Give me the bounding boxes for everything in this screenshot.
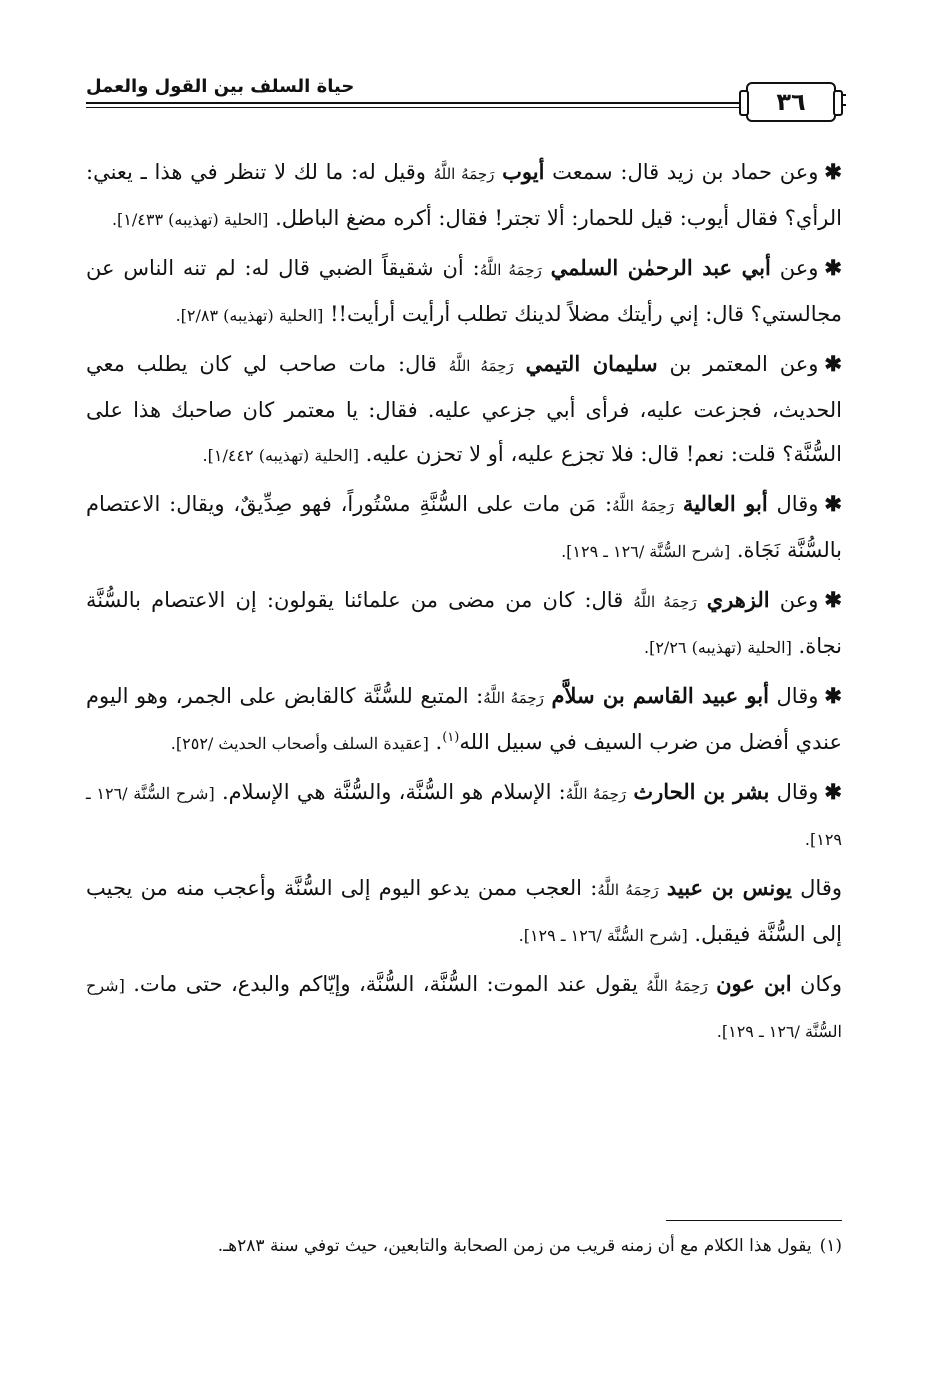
star-bullet: ✱ — [824, 491, 842, 516]
narrator-name: أيوب — [502, 159, 545, 184]
paragraph-4: ✱وقال أبو العالية رَحِمَهُ اللَّهُ: مَن مات على السُّنَّةِ مسْتُوراً، فهو صِدِّيقٌ، ويقال: الاعتصام بالسُّنَّة نَجَاة. [شرح السُّنَّة /١٢٦ ـ ١٢٩]. — [86, 491, 842, 562]
paragraph-1: ✱وعن حماد بن زيد قال: سمعت أيوب رَحِمَهُ اللَّهُ وقيل له: ما لك لا تنظر في هذا ـ يعني: الرأي؟ فقال أيوب: قيل للحمار: ألا تجتر! فقال: أكره مضغ الباطل. [الحلية (تهذيبه) ١/٤٣٣]. — [86, 159, 842, 230]
narrator-name: يونس بن عبيد — [666, 875, 792, 900]
page-header — [86, 68, 842, 124]
narrator-name: سليمان التيمي — [525, 351, 658, 376]
honorific: رَحِمَهُ اللَّهُ — [612, 497, 675, 515]
honorific: رَحِمَهُ اللَّهُ — [597, 881, 659, 899]
footnotes — [86, 1226, 842, 1266]
star-bullet: ✱ — [824, 255, 843, 280]
narrator-name: أبو العالية — [682, 491, 768, 516]
narrator-name: أبي عبد الرحمٰن السلمي — [550, 255, 771, 280]
narrator-name: بشر بن الحارث — [633, 779, 770, 804]
source-reference: [شرح السُّنَّة /١٢٦ ـ ١٢٩]. — [561, 542, 731, 561]
source-reference: [الحلية (تهذيبه) ١/٤٣٣]. — [111, 210, 269, 229]
paragraph-6: ✱وقال أبو عبيد القاسم بن سلاَّم رَحِمَهُ اللَّهُ: المتبع للسُّنَّة كالقابض على الجمر، وهو اليوم عندي أفضل من ضرب السيف في سبيل الله$^{(١)}$. [عقيدة السلف وأصحاب الحديث /٢٥٢]. — [86, 683, 842, 754]
star-bullet: ✱ — [824, 683, 842, 708]
paragraph-9: وكان ابن عون رَحِمَهُ اللَّهُ يقول عند الموت: السُّنَّة، السُّنَّة، وإيّاكم والبدع، حتى مات. [شرح السُّنَّة /١٢٦ ـ ١٢٩]. — [86, 971, 842, 1041]
honorific: رَحِمَهُ اللَّهُ — [633, 593, 697, 611]
star-bullet: ✱ — [824, 351, 842, 376]
source-reference: [الحلية (تهذيبه) ٢/٨٣]. — [175, 306, 324, 325]
source-reference: [شرح السُّنَّة /١٢٦ ـ ١٢٩]. — [518, 926, 688, 945]
honorific: رَحِمَهُ اللَّهُ — [448, 357, 514, 375]
footnote-number: (١) — [819, 1236, 842, 1256]
paragraph-2: ✱وعن أبي عبد الرحمٰن السلمي رَحِمَهُ اللَّهُ: أن شقيقاً الضبي قال له: لم تنه الناس عن مجالستي؟ قال: إني رأيتك مضلاً لدينك تطلب أرأيت أرأيت!! [الحلية (تهذيبه) ٢/٨٣]. — [86, 255, 843, 326]
honorific: رَحِمَهُ اللَّهُ — [565, 785, 627, 803]
star-bullet: ✱ — [824, 779, 843, 804]
paragraph-3: ✱وعن المعتمر بن سليمان التيمي رَحِمَهُ اللَّهُ قال: مات صاحب لي كان يطلب معي الحديث، فجزعت عليه، فرأى أبي جزعي عليه. فقال: يا معتمر كان صاحبك هذا على السُّنَّة؟ قلت: نعم! قال: فلا تجزع عليه، أو لا تحزن عليه. [الحلية (تهذيبه) ١/٤٤٢]. — [86, 351, 842, 466]
paragraph-8: وقال يونس بن عبيد رَحِمَهُ اللَّهُ: العجب ممن يدعو اليوم إلى السُّنَّة وأعجب منه من يجيب إلى السُّنَّة فيقبل. [شرح السُّنَّة /١٢٦ ـ ١٢٩]. — [86, 875, 842, 946]
narrator-name: الزهري — [706, 587, 770, 612]
honorific: رَحِمَهُ اللَّهُ — [646, 977, 708, 995]
book-title: حياة السلف بين القول والعمل — [86, 76, 355, 97]
footnote-text: يقول هذا الكلام مع أن زمنه قريب من زمن الصحابة والتابعين، حيث توفي سنة ٢٨٣هـ. — [217, 1236, 812, 1256]
narrator-name: أبو عبيد القاسم بن سلاَّم — [551, 683, 769, 708]
header-rule — [86, 102, 740, 108]
page-number: ٣٦ — [746, 82, 836, 122]
paragraph-5: ✱وعن الزهري رَحِمَهُ اللَّهُ قال: كان من مضى من علمائنا يقولون: إن الاعتصام بالسُّنَّة نجاة. [الحلية (تهذيبه) ٢/٢٦]. — [86, 587, 842, 658]
paragraph-7: ✱وقال بشر بن الحارث رَحِمَهُ اللَّهُ: الإسلام هو السُّنَّة، والسُّنَّة هي الإسلام. [شرح السُّنَّة /١٢٦ ـ ١٢٩]. — [86, 779, 843, 849]
source-reference: [الحلية (تهذيبه) ١/٤٤٢]. — [202, 446, 359, 465]
footnote-marker[interactable]: (١) — [442, 730, 460, 745]
source-reference: [عقيدة السلف وأصحاب الحديث /٢٥٢]. — [170, 734, 429, 753]
star-bullet: ✱ — [824, 159, 842, 184]
page-body — [86, 150, 842, 1058]
honorific: رَحِمَهُ اللَّهُ — [483, 689, 544, 707]
honorific: رَحِمَهُ اللَّهُ — [479, 261, 542, 279]
honorific: رَحِمَهُ اللَّهُ — [433, 165, 495, 183]
source-reference: [شرح السُّنَّة /١٢٦ ـ ١٢٩]. — [86, 976, 842, 1041]
footnote-1 — [86, 1226, 842, 1266]
narrator-name: ابن عون — [716, 971, 792, 996]
source-reference: [شرح السُّنَّة /١٢٦ ـ ١٢٩]. — [86, 784, 842, 849]
footnote-rule — [666, 1220, 842, 1221]
star-bullet: ✱ — [824, 587, 842, 612]
source-reference: [الحلية (تهذيبه) ٢/٢٦]. — [644, 638, 792, 657]
